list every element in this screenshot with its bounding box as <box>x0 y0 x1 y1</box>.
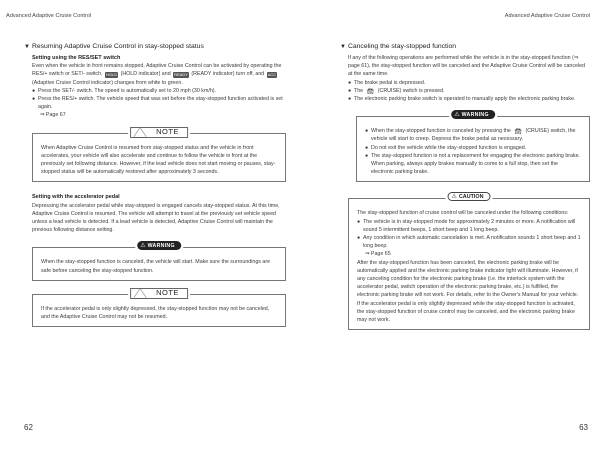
right-column <box>340 42 590 330</box>
list-item: ● Press the SET/- switch. The speed is automatically set to 20 mph (30 km/h). <box>32 87 217 94</box>
list-item: ● The stay-stopped function is not a replacement for engaging the electronic parking brake. When parking, always apply brakes manually to come to a full stop, then set the electronic parking brake. <box>365 152 581 176</box>
canceling-intro: If any of the following operations are performed while the vehicle is in the stay-stopped function (⇒ page 61), the stay-stopped function will be canceled and the Adaptive Cruise Control will be canceled at the same time. <box>348 55 586 78</box>
section-title-resuming: ▼ Resuming Adaptive Cruise Control in stay-stopped status <box>24 43 204 50</box>
ready-indicator-icon: READY <box>174 72 188 78</box>
resume-accelerator-block <box>24 193 286 327</box>
page-number-left: 62 <box>24 423 33 432</box>
list-item: ● Press the RES/+ switch. The vehicle speed that was set before the stay-stopped function activated is set again. <box>32 96 283 111</box>
canceling-block <box>340 54 590 330</box>
left-column <box>24 42 286 327</box>
caution-paragraph-2: If the accelerator pedal is only slightly depressed while the stay-stopped function is activated, the stay-stopped function of cruise control may be canceled, and the electronic parking brake may not work. <box>357 300 575 324</box>
warning-triangle-icon: ⚠ <box>140 242 146 249</box>
acc-indicator-icon: ACC <box>267 72 277 78</box>
caution-triangle-icon: ⚠ <box>451 193 457 200</box>
cruise-switch-icon: 🚘︎ <box>514 129 522 136</box>
cruise-switch-icon: 🚘︎ <box>366 88 375 95</box>
warning-header: ⚠ WARNING <box>137 241 181 250</box>
note-triangle-icon <box>134 289 146 298</box>
list-item: ● The vehicle is in stay-stopped mode for approximately 2 minutes or more. A notification will sound 5 intermittent beeps, 1 short beep and 1 long beep. <box>357 218 576 233</box>
caution-paragraph-1: After the stay-stopped function has been canceled, the electronic parking brake will be automatically applied and the electronic parking brake indicator light will illuminate. However, if any canceling condition for the electronic parking brake (i.e. the interlock system with the accelerator pedal, switch operation of the electronic parking brake, etc.) is fulfilled, the electronic parking brake will not work. For details, refer to the Owner's Manual for your vehicle. <box>357 259 579 299</box>
list-item: ● Any condition in which automatic cancelation is met. A notification sounds 1 short beep and 1 long beep. <box>357 235 581 250</box>
note-text: When Adaptive Cruise Control is resumed from stay-stopped status and the vehicle in front accelerates, your vehicle will also accelerate and continue to follow the vehicle in front at the previously set following distance. However, if the lead vehicle does not start moving or pauses, stay-stopped status will be automatically restored after approximately 3 seconds. <box>41 144 276 176</box>
right-page <box>300 0 600 450</box>
page-reference-link[interactable]: ⇒ Page 65 <box>365 251 391 258</box>
warning-header: ⚠ WARNING <box>451 110 495 119</box>
res-set-intro: Even when the vehicle in front remains stopped, Adaptive Cruise Control can be activated by operating the RES/+ switch or SET/- switch. HOLD (HOLD indicator) and READY (READY indicator) turn off, and ACC (Adaptive Cruise Control indicator) changes from white to green. <box>32 63 282 86</box>
note-triangle-icon <box>134 128 146 137</box>
section-title-canceling: ▼ Canceling the stay-stopped function <box>340 43 457 50</box>
caution-intro: The stay-stopped function of cruise control will be canceled under the following conditions: <box>357 210 569 217</box>
warning-box-2 <box>356 111 590 182</box>
triangle-bullet-icon: ▼ <box>24 44 30 50</box>
note-box-2 <box>32 288 286 327</box>
warning-text: When the stay-stopped function is canceled, the vehicle will start. Make sure the surroundings are safe before canceling the stay-stopped function. <box>41 259 271 274</box>
subheading-res-set: Setting using the RES/SET switch <box>32 55 121 61</box>
note-header: NOTE <box>130 288 188 299</box>
caution-header: ⚠ CAUTION <box>448 192 491 201</box>
accelerator-text: Depressing the accelerator pedal while stay-stopped is engaged cancels stay-stopped status. At this time, Adaptive Cruise Control is resumed. The vehicle will attempt to travel at the previously set vehicle speed unless a lead vehicle is detected. If a lead vehicle is detected, Adaptive Cruise Control will maintain the previous following distance setting. <box>32 202 280 234</box>
hold-indicator-icon: HOLD <box>105 72 118 78</box>
running-head-right: Advanced Adaptive Cruise Control <box>504 13 590 19</box>
list-item: ● The brake pedal is depressed. <box>348 79 426 86</box>
caution-box <box>348 193 590 330</box>
list-item: ● The electronic parking brake switch is operated to manually apply the electronic parking brake. <box>348 96 576 103</box>
list-item: ● The 🚘︎ (CRUISE) switch is pressed. <box>348 87 445 95</box>
running-head-left: Advanced Adaptive Cruise Control <box>6 13 92 19</box>
warning-box-1 <box>32 242 286 280</box>
page-number-right: 63 <box>579 423 588 432</box>
note-text: If the accelerator pedal is only slightly depressed, the stay-stopped function may not be canceled, and the Adaptive Cruise Control may not be resumed. <box>41 305 270 321</box>
warning-triangle-icon: ⚠ <box>454 111 460 118</box>
triangle-bullet-icon: ▼ <box>340 44 346 50</box>
list-item: ● When the stay-stopped function is canceled by pressing the 🚘︎ (CRUISE) switch, the vehicle will start to creep. Depress the brake pedal as necessary. <box>365 128 576 143</box>
list-item: ● Do not exit the vehicle while the stay-stopped function is engaged. <box>365 144 527 151</box>
resume-res-set-block <box>24 54 286 182</box>
note-header: NOTE <box>130 127 188 138</box>
note-box-1 <box>32 127 286 183</box>
subheading-accelerator: Setting with the accelerator pedal <box>32 194 120 201</box>
page-reference-link[interactable]: ⇒ Page 67 <box>40 112 66 119</box>
